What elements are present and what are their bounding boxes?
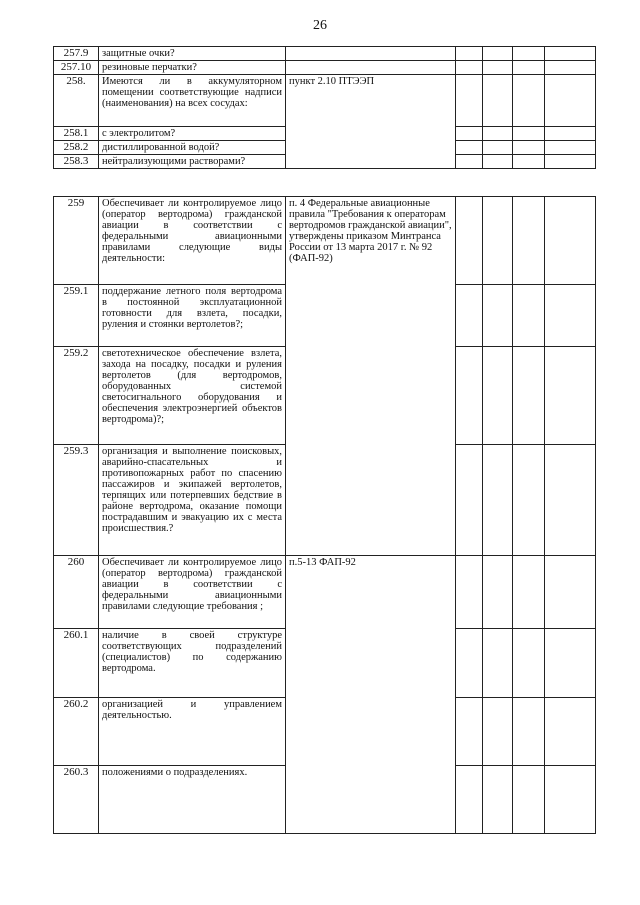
answer-cell-note[interactable] — [545, 445, 596, 556]
answer-cell-no[interactable] — [483, 556, 513, 629]
answer-cell-na[interactable] — [513, 445, 545, 556]
checklist-table-1 — [53, 46, 596, 169]
row-reference — [286, 61, 456, 75]
answer-cell-no[interactable] — [483, 347, 513, 445]
answer-cell-yes[interactable] — [456, 141, 483, 155]
answer-cell-na[interactable] — [513, 197, 545, 285]
answer-cell-na[interactable] — [513, 127, 545, 141]
answer-cell-yes[interactable] — [456, 445, 483, 556]
answer-cell-note[interactable] — [545, 197, 596, 285]
answer-cell-na[interactable] — [513, 61, 545, 75]
row-number: 257.9 — [54, 47, 99, 61]
row-question: Обеспечивает ли контролируемое лицо (оператор вертодрома) гражданской авиации в соответствии с федеральными авиационными правилами следующие требования ; — [99, 556, 286, 629]
answer-cell-note[interactable] — [545, 556, 596, 629]
answer-cell-no[interactable] — [483, 629, 513, 698]
answer-cell-yes[interactable] — [456, 197, 483, 285]
row-number: 258.1 — [54, 127, 99, 141]
row-number: 259.3 — [54, 445, 99, 556]
answer-cell-note[interactable] — [545, 347, 596, 445]
row-question: положениями о подразделениях. — [99, 766, 286, 834]
row-number: 260 — [54, 556, 99, 629]
answer-cell-note[interactable] — [545, 75, 596, 127]
answer-cell-note[interactable] — [545, 141, 596, 155]
row-number: 260.1 — [54, 629, 99, 698]
row-number: 258.2 — [54, 141, 99, 155]
row-question: дистиллированной водой? — [99, 141, 286, 155]
answer-cell-note[interactable] — [545, 47, 596, 61]
row-number: 258. — [54, 75, 99, 127]
row-reference: пункт 2.10 ПТЭЭП — [286, 75, 456, 169]
answer-cell-note[interactable] — [545, 155, 596, 169]
table-row — [54, 75, 596, 127]
answer-cell-no[interactable] — [483, 766, 513, 834]
page-number: 26 — [313, 18, 327, 33]
row-question: с электролитом? — [99, 127, 286, 141]
answer-cell-yes[interactable] — [456, 766, 483, 834]
answer-cell-note[interactable] — [545, 766, 596, 834]
answer-cell-na[interactable] — [513, 766, 545, 834]
answer-cell-na[interactable] — [513, 556, 545, 629]
answer-cell-yes[interactable] — [456, 347, 483, 445]
answer-cell-no[interactable] — [483, 141, 513, 155]
row-question: светотехническое обеспечение взлета, захода на посадку, посадки и руления вертолетов (для вертодромов, оборудованных системой светосигнального оборудования и обеспечения электроэнергией объектов вертодрома)?; — [99, 347, 286, 445]
answer-cell-note[interactable] — [545, 127, 596, 141]
row-number: 260.2 — [54, 698, 99, 766]
row-question: организация и выполнение поисковых, аварийно-спасательных и противопожарных работ по спасению пассажиров и экипажей вертолетов, терпящих или потерпевших бедствие в районе вертодрома, оказание помощи пострадавшим и эвакуацию их с места происшествия.? — [99, 445, 286, 556]
answer-cell-yes[interactable] — [456, 61, 483, 75]
answer-cell-na[interactable] — [513, 347, 545, 445]
answer-cell-no[interactable] — [483, 698, 513, 766]
checklist-table-2 — [53, 196, 596, 834]
answer-cell-no[interactable] — [483, 75, 513, 127]
row-number: 258.3 — [54, 155, 99, 169]
row-question: Обеспечивает ли контролируемое лицо (оператор вертодрома) гражданской авиации в соответствии с федеральными авиационными правилами следующие виды деятельности: — [99, 197, 286, 285]
answer-cell-no[interactable] — [483, 127, 513, 141]
row-number: 259.1 — [54, 285, 99, 347]
answer-cell-note[interactable] — [545, 285, 596, 347]
answer-cell-na[interactable] — [513, 47, 545, 61]
answer-cell-yes[interactable] — [456, 556, 483, 629]
answer-cell-no[interactable] — [483, 61, 513, 75]
row-number: 257.10 — [54, 61, 99, 75]
answer-cell-na[interactable] — [513, 141, 545, 155]
answer-cell-yes[interactable] — [456, 127, 483, 141]
answer-cell-note[interactable] — [545, 629, 596, 698]
answer-cell-no[interactable] — [483, 445, 513, 556]
answer-cell-no[interactable] — [483, 47, 513, 61]
table-row — [54, 197, 596, 285]
row-question: нейтрализующими растворами? — [99, 155, 286, 169]
answer-cell-yes[interactable] — [456, 75, 483, 127]
answer-cell-no[interactable] — [483, 197, 513, 285]
row-number: 260.3 — [54, 766, 99, 834]
row-question: Имеются ли в аккумуляторном помещении соответствующие надписи (наименования) на всех сосудах: — [99, 75, 286, 127]
row-number: 259 — [54, 197, 99, 285]
row-reference: п. 4 Федеральные авиационные правила "Требования к операторам вертодромов гражданской авиации", утверждены приказом Минтранса России от 13 марта 2017 г. № 92 (ФАП-92) — [286, 197, 456, 556]
answer-cell-yes[interactable] — [456, 47, 483, 61]
table-row — [54, 47, 596, 61]
answer-cell-yes[interactable] — [456, 629, 483, 698]
answer-cell-yes[interactable] — [456, 698, 483, 766]
table-row — [54, 61, 596, 75]
row-reference: п.5-13 ФАП-92 — [286, 556, 456, 834]
answer-cell-na[interactable] — [513, 75, 545, 127]
row-question: поддержание летного поля вертодрома в постоянной эксплуатационной готовности для взлета, посадки, руления и стоянки вертолетов?; — [99, 285, 286, 347]
answer-cell-no[interactable] — [483, 155, 513, 169]
answer-cell-note[interactable] — [545, 698, 596, 766]
answer-cell-na[interactable] — [513, 285, 545, 347]
answer-cell-na[interactable] — [513, 155, 545, 169]
answer-cell-na[interactable] — [513, 629, 545, 698]
table-row — [54, 556, 596, 629]
row-question: наличие в своей структуре соответствующих подразделений (специалистов) по содержанию вертодрома. — [99, 629, 286, 698]
row-question: резиновые перчатки? — [99, 61, 286, 75]
answer-cell-yes[interactable] — [456, 155, 483, 169]
row-question: защитные очки? — [99, 47, 286, 61]
answer-cell-no[interactable] — [483, 285, 513, 347]
row-reference — [286, 47, 456, 61]
row-question: организацией и управлением деятельностью. — [99, 698, 286, 766]
answer-cell-na[interactable] — [513, 698, 545, 766]
answer-cell-yes[interactable] — [456, 285, 483, 347]
row-number: 259.2 — [54, 347, 99, 445]
answer-cell-note[interactable] — [545, 61, 596, 75]
